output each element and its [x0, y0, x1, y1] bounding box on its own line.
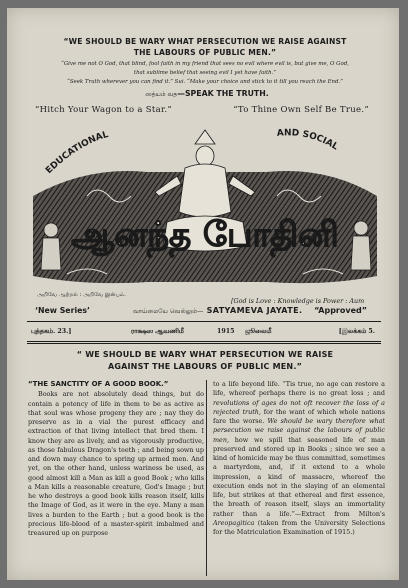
rule-top: [27, 321, 381, 322]
right-italic-2: We should be wary therefore what persecution we raise against the labours of public men,: [213, 417, 385, 444]
satyameva-tamil: வாய்மையே வெல்லும்—: [133, 308, 204, 315]
top-headline-line2: THE LABOURS OF PUBLIC MEN.”: [133, 48, 277, 57]
article-heading: “THE SANCTITY OF A GOOD BOOK.”: [28, 380, 169, 388]
article-left-body: Books are not absolutely dead things, but do contain a potency of life in them to be as active as that soul was whose progeny they are ; nay they do preserve as in a vial the purest efficacy and extraction of that living intellect that bred them. I know they are as lively, and as vigorously productive, as those fabulous Dragon's teeth ; and being sown up and down may chance to spring up armed men. And yet, on the other hand, unless wariness be used, as good almost kill a Man as kill a good Book ; who kills a Man kills a reasonable creature, God's Image ; but he who destroys a good book kills reason itself, kills the Image of God, as it were in the eye. Many a man lives a burden to the Earth ; but a good book is the precious life-blood of a master-spirit imbalmed and treasured up on purpose: [28, 390, 204, 537]
prayer-quote-line2: that sublime belief that seeing evil I yet have faith.”: [133, 69, 277, 76]
right-italic-3: Areopagitica: [213, 518, 255, 527]
speak-truth: [127, 89, 287, 99]
newspaper-page: [7, 8, 399, 580]
main-headline: [35, 349, 375, 372]
truth-quote: “Seek Truth wherever you can find it.” Sui. “Make your choice and stick to it till you reach the End.”: [67, 79, 343, 85]
masthead-title: ஆனந்த போதினி: [71, 215, 339, 255]
speak-truth-english: —SPEAK THE TRUTH.: [177, 89, 269, 98]
right-text-b: for the want of which whole nations fare the worse.: [213, 407, 385, 425]
top-headline-line1: “WE SHOULD BE WARY WHAT PERSECUTION WE RAISE AGAINST: [63, 37, 347, 46]
new-series-label: ‘New Series’: [35, 306, 91, 315]
article-column-right: [213, 380, 385, 537]
masthead-svg: [27, 126, 381, 298]
rule-bottom: [27, 341, 381, 344]
arc-educational: EDUCATIONAL: [44, 129, 110, 177]
satyameva-jayate: [133, 306, 302, 316]
top-headline: [45, 36, 365, 58]
right-text-c: how we spill that seasoned life of man preserved and stored up in Books ; since we see a kind of homicide may be thus committed, sometimes a martyrdom, and, if it extend to a whole impression, a kind of massacre, whereof the execution ends not in the slaying of an elemental life, but strikes at that ethereal and first essence, the breath of reason itself, slays an immortality rather than a life.”—Extract from Milton's: [213, 435, 385, 518]
right-text-d: (taken from the University Selections for the Matriculation Examination of 1915.): [213, 518, 385, 536]
motto-right: “To Thine Own Self Be True.”: [233, 105, 369, 115]
masthead-illustration: [27, 126, 381, 298]
main-headline-line2: AGAINST THE LABOURS OF PUBLIC MEN.”: [107, 361, 303, 371]
issue-number: [இலக்கம் 5.: [338, 328, 375, 335]
knowledge-motto: [God is Love : Knowledge is Power : Aum: [231, 297, 365, 305]
speak-truth-tamil: ஸத்யம் வத: [145, 91, 178, 98]
article-right-body: [213, 380, 385, 537]
tamil-tagline: அறிவே ஆற்றல் : அறிவே இன்பம்.: [37, 292, 126, 298]
right-text-a: to a life beyond life. “Tis true, no age can restore a life, whereof perhaps there is no great loss ; and: [213, 380, 385, 398]
main-headline-line1: “ WE SHOULD BE WARY WHAT PERSECUTION WE RAISE: [76, 350, 334, 359]
satyameva-english: SATYAMEVA JAYATE.: [206, 306, 303, 315]
issue-volume: புத்தகம். 23.]: [31, 328, 72, 335]
issue-bar: [27, 326, 381, 340]
arc-social: AND SOCIAL: [276, 128, 340, 153]
issue-year: 1915: [217, 328, 235, 335]
motto-left: “Hitch Your Wagon to a Star.”: [35, 105, 173, 115]
column-divider: [206, 380, 207, 576]
prayer-quote: [47, 60, 363, 77]
approved-label: “Approved”: [314, 306, 367, 315]
prayer-quote-line1: “Give me not O God, that blind, fool faith in my friend that sees no evil where evil is, but give me, O God,: [61, 61, 349, 67]
article-column-left: [28, 380, 204, 538]
issue-date-tamil: ராக்ஷஸ ஆவணிமீ: [131, 328, 184, 335]
issue-month: ஜூலைமீ: [245, 328, 272, 335]
right-italic-1: revolutions of ages do not oft recover the loss of a rejected truth,: [213, 398, 385, 416]
